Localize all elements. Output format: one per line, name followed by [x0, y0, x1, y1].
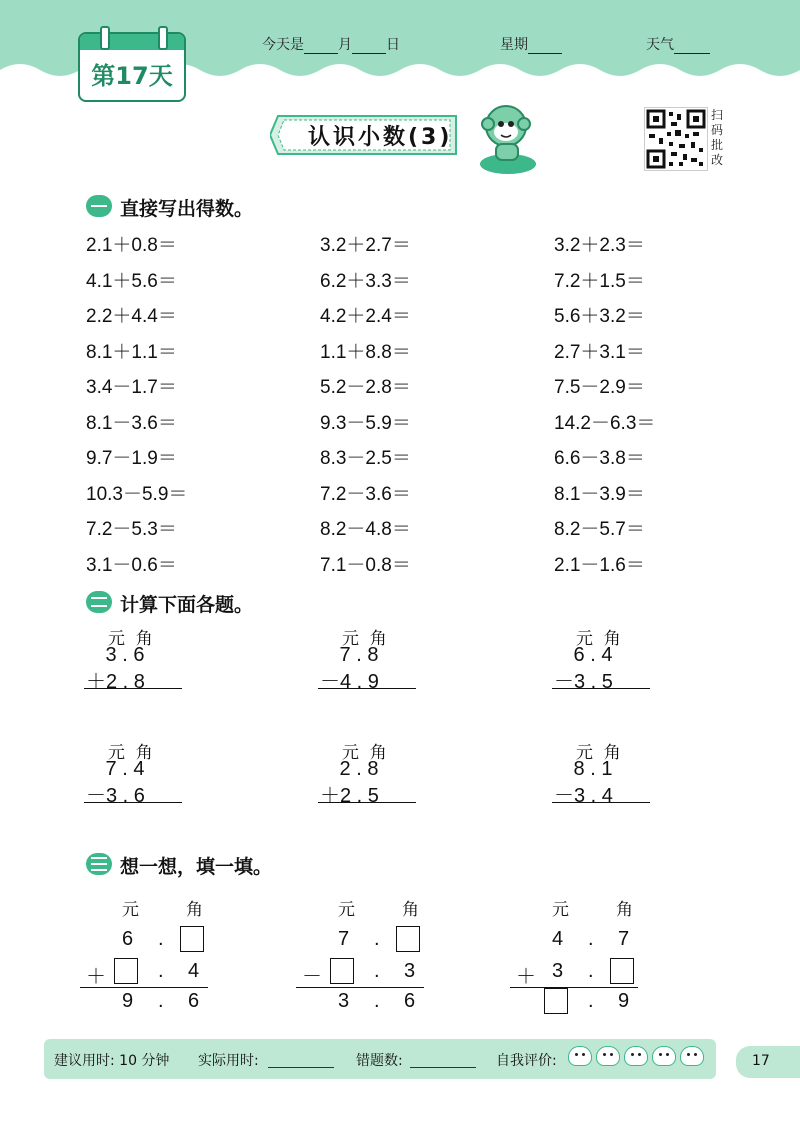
suggested-time: 建议用时: 10 分钟: [54, 1053, 170, 1069]
unit-yuan-label: 元: [552, 900, 569, 920]
sum-line: [318, 688, 416, 689]
actual-time-label: 实际用时:: [198, 1053, 259, 1069]
weather-field[interactable]: [646, 34, 710, 54]
equation-item: 1.1＋8.8＝: [320, 341, 411, 363]
digit-yuan: 3: [338, 990, 350, 1012]
date-prefix: 今天是: [262, 37, 304, 53]
equation-item: 6.2＋3.3＝: [320, 270, 411, 292]
answer-box[interactable]: [330, 958, 354, 984]
sum-line: [318, 802, 416, 803]
decimal-point: .: [158, 960, 164, 982]
sum-line: [84, 688, 182, 689]
qr-code[interactable]: [644, 107, 708, 171]
digit-yuan: 7: [338, 928, 350, 950]
equation-item: 3.2＋2.7＝: [320, 235, 411, 256]
day-of-month-label: 日: [386, 37, 400, 53]
section-3-title: 想一想，填一填。: [120, 856, 273, 878]
decimal-point: .: [588, 928, 594, 950]
vertical-bottom-number: －3 . 5: [554, 671, 613, 693]
digit-yuan: 9: [122, 990, 134, 1012]
vertical-bottom-number: －3 . 4: [554, 785, 613, 807]
equation-item: 9.3－5.9＝: [320, 412, 411, 434]
section-2-title: 计算下面各题。: [120, 594, 254, 616]
answer-box[interactable]: [544, 988, 568, 1014]
vertical-top-number: 3 . 6: [100, 644, 145, 666]
equation-item: 8.1＋1.1＝: [86, 341, 177, 363]
sum-line: [84, 802, 182, 803]
unit-yuan-label: 元: [122, 900, 139, 920]
weekday-field[interactable]: [500, 34, 562, 54]
monkey-mascot-icon: [474, 100, 538, 176]
digit-yuan: 6: [122, 928, 134, 950]
decimal-point: .: [588, 990, 594, 1012]
equation-item: 7.1－0.8＝: [320, 554, 411, 576]
operator-sign: ＋: [86, 966, 106, 988]
equation-item: 3.2＋2.3＝: [554, 235, 645, 256]
errors-label: 错题数:: [356, 1053, 403, 1069]
page-number-tab: [736, 1046, 800, 1078]
equation-item: 8.1－3.9＝: [554, 483, 645, 505]
vertical-top-number: 6 . 4: [568, 644, 613, 666]
equation-item: 8.3－2.5＝: [320, 448, 411, 469]
section-2-icon: [86, 591, 112, 613]
decimal-point: .: [588, 960, 594, 982]
decimal-point: .: [374, 928, 380, 950]
section-3-icon: [86, 853, 112, 875]
decimal-point: .: [158, 990, 164, 1012]
vertical-top-number: 8 . 1: [568, 758, 613, 780]
sum-line: [510, 987, 638, 988]
decimal-point: .: [158, 928, 164, 950]
sum-line: [296, 987, 424, 988]
answer-box[interactable]: [114, 958, 138, 984]
sum-line: [552, 802, 650, 803]
equation-item: 8.2－5.7＝: [554, 519, 645, 540]
rating-face-icon[interactable]: [680, 1046, 704, 1066]
answer-box[interactable]: [180, 926, 204, 952]
digit-yuan: 4: [552, 928, 564, 950]
equation-item: 8.2－4.8＝: [320, 519, 411, 540]
vertical-top-number: 7 . 4: [100, 758, 145, 780]
digit-jiao: 6: [404, 990, 416, 1012]
unit-label: 元 角: [576, 743, 621, 763]
equation-item: 4.1＋5.6＝: [86, 270, 177, 292]
rating-face-icon[interactable]: [624, 1046, 648, 1066]
equation-item: 10.3－5.9＝: [86, 483, 188, 505]
digit-jiao: 9: [618, 990, 630, 1012]
unit-jiao-label: 角: [186, 900, 203, 920]
day-label: 第17天: [91, 62, 173, 90]
operator-sign: －: [302, 966, 322, 988]
decimal-point: .: [374, 960, 380, 982]
equation-item: 3.1－0.6＝: [86, 554, 177, 576]
unit-label: 元 角: [108, 629, 153, 649]
sum-line: [552, 688, 650, 689]
equation-item: 7.2＋1.5＝: [554, 270, 645, 292]
equation-item: 2.1＋0.8＝: [86, 235, 177, 256]
equation-item: 7.2－3.6＝: [320, 483, 411, 505]
rating-face-icon[interactable]: [596, 1046, 620, 1066]
unit-jiao-label: 角: [402, 900, 419, 920]
calendar-ring-icon: [158, 26, 168, 50]
digit-yuan: 3: [552, 960, 564, 982]
page-title: 认识小数(3): [308, 125, 453, 150]
self-eval-label: 自我评价:: [496, 1053, 557, 1069]
equation-item: 3.4－1.7＝: [86, 377, 177, 398]
unit-label: 元 角: [576, 629, 621, 649]
equation-item: 4.2＋2.4＝: [320, 306, 411, 327]
weather-label: 天气: [646, 37, 674, 53]
month-label: 月: [338, 37, 352, 53]
vertical-bottom-number: ＋2 . 8: [86, 671, 145, 693]
equation-item: 5.2－2.8＝: [320, 377, 411, 398]
equation-item: 14.2－6.3＝: [554, 412, 656, 434]
unit-label: 元 角: [342, 743, 387, 763]
unit-label: 元 角: [342, 629, 387, 649]
equation-item: 2.1－1.6＝: [554, 554, 645, 576]
vertical-top-number: 2 . 8: [334, 758, 379, 780]
page-number: 17: [752, 1053, 770, 1069]
sum-line: [80, 987, 208, 988]
weekday-label: 星期: [500, 37, 528, 53]
unit-label: 元 角: [108, 743, 153, 763]
answer-box[interactable]: [610, 958, 634, 984]
equation-item: 2.7＋3.1＝: [554, 341, 645, 363]
qr-code-icon: [645, 108, 707, 170]
date-field[interactable]: [262, 34, 400, 54]
equation-item: 6.6－3.8＝: [554, 448, 645, 469]
operator-sign: ＋: [516, 966, 536, 988]
answer-box[interactable]: [396, 926, 420, 952]
decimal-point: .: [374, 990, 380, 1012]
digit-jiao: 7: [618, 928, 630, 950]
vertical-top-number: 7 . 8: [334, 644, 379, 666]
errors-input[interactable]: [410, 1067, 476, 1068]
vertical-bottom-number: ＋2 . 5: [320, 785, 379, 807]
qr-label: 扫码批改: [710, 108, 723, 167]
section-1-icon: [86, 195, 112, 217]
digit-jiao: 3: [404, 960, 416, 982]
vertical-bottom-number: －3 . 6: [86, 785, 145, 807]
equation-item: 7.2－5.3＝: [86, 519, 177, 540]
equation-item: 5.6＋3.2＝: [554, 306, 645, 327]
digit-jiao: 4: [188, 960, 200, 982]
actual-time-input[interactable]: [268, 1067, 334, 1068]
rating-face-icon[interactable]: [568, 1046, 592, 1066]
section-1-title: 直接写出得数。: [120, 198, 254, 220]
unit-jiao-label: 角: [616, 900, 633, 920]
vertical-bottom-number: －4 . 9: [320, 671, 379, 693]
day-badge: [78, 32, 186, 102]
equation-item: 9.7－1.9＝: [86, 448, 177, 469]
unit-yuan-label: 元: [338, 900, 355, 920]
equation-item: 8.1－3.6＝: [86, 412, 177, 434]
equation-item: 2.2＋4.4＝: [86, 306, 177, 327]
calendar-ring-icon: [100, 26, 110, 50]
rating-face-icon[interactable]: [652, 1046, 676, 1066]
equation-item: 7.5－2.9＝: [554, 377, 645, 398]
digit-jiao: 6: [188, 990, 200, 1012]
